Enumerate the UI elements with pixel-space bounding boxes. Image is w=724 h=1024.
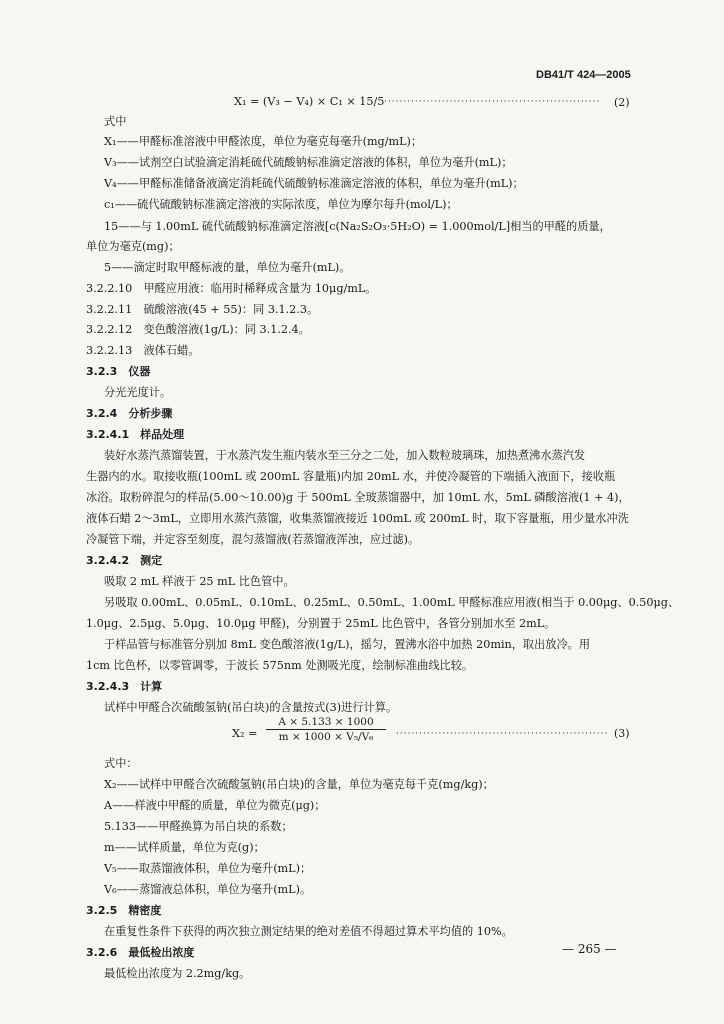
paragraph-line: 冰浴。取粉碎混匀的样品(5.00～10.00)g 于 500mL 全玻蒸馏器中，加 10mL 水，5mL 磷酸溶液(1 + 4)， xyxy=(86,491,630,504)
fraction-bar xyxy=(266,729,386,730)
equation-3-numerator: A × 5.133 × 1000 xyxy=(278,716,374,728)
paragraph-line: 冷凝管下端，并定容至刻度，混匀蒸馏液(若蒸馏液浑浊，应过滤)。 xyxy=(86,533,420,546)
paragraph-line: 另吸取 0.00mL、0.05mL、0.10mL、0.25mL、0.50mL、1.00mL 甲醛标准应用液(相当于 0.00μg、0.50μg、 xyxy=(104,596,680,609)
section-heading: 3.2.5 精密度 xyxy=(86,904,162,917)
page-number: — 265 — xyxy=(562,942,617,956)
equation-3-denominator: m × 1000 × V₅/V₆ xyxy=(278,731,374,743)
paragraph: 最低检出浓度为 2.2mg/kg。 xyxy=(104,967,251,980)
paragraph-line: 于样品管与标准管分别加 8mL 变色酸溶液(1g/L)，摇匀，置沸水浴中加热 20min，取出放冷。用 xyxy=(104,638,591,651)
paragraph: 试样中甲醛合次硫酸氢钠(吊白块)的含量按式(3)进行计算。 xyxy=(104,701,398,714)
equation-2-leader: ························································ xyxy=(384,97,601,107)
definition-line: V₆——蒸馏液总体积，单位为毫升(mL)。 xyxy=(104,883,312,896)
definition-line: X₁——甲醛标准溶液中甲醛浓度，单位为毫克每毫升(mg/mL)； xyxy=(104,135,423,148)
section-heading: 3.2.3 仪器 xyxy=(86,365,151,378)
definition-line: m——试样质量，单位为克(g)； xyxy=(104,841,265,854)
clause-item: 3.2.2.12 变色酸溶液(1g/L)：同 3.1.2.4。 xyxy=(86,323,310,336)
clause-item: 3.2.2.10 甲醛应用液：临用时稀释成含量为 10μg/mL。 xyxy=(86,282,377,295)
paragraph-line: 液体石蜡 2～3mL，立即用水蒸汽蒸馏，收集蒸馏液接近 100mL 或 200mL 时，取下容量瓶，用少量水冲洗 xyxy=(86,512,629,525)
definition-line: V₃——试剂空白试验滴定消耗硫代硫酸钠标准滴定溶液的体积，单位为毫升(mL)； xyxy=(104,156,513,169)
definition-line: 单位为毫克(mg)； xyxy=(86,240,180,253)
section-heading: 3.2.4.1 样品处理 xyxy=(86,428,185,441)
section-heading: 3.2.4.3 计算 xyxy=(86,680,163,693)
equation-3-fraction xyxy=(266,716,386,743)
equation-3-number: (3) xyxy=(614,727,630,740)
section-heading: 3.2.4 分析步骤 xyxy=(86,407,173,420)
paragraph-line: 装好水蒸汽蒸馏装置，于水蒸汽发生瓶内装水至三分之二处，加入数粒玻璃珠，加热煮沸水蒸汽发 xyxy=(104,449,586,462)
paragraph: 分光光度计。 xyxy=(104,386,172,399)
definition-line: 15——与 1.00mL 硫代硫酸钠标准滴定溶液[c(Na₂S₂O₃·5H₂O) = 1.000mol/L]相当的甲醛的质量， xyxy=(104,220,611,233)
clause-item: 3.2.2.11 硫酸溶液(45 + 55)：同 3.1.2.3。 xyxy=(86,303,319,316)
section-heading: 3.2.6 最低检出浓度 xyxy=(86,946,195,959)
paragraph-line: 1.0μg、2.5μg、5.0μg、10.0μg 甲醛)，分别置于 25mL 比色管中，各管分别加水至 2mL。 xyxy=(86,617,556,630)
where-label: 式中 xyxy=(104,115,127,128)
definition-line: V₅——取蒸馏液体积，单位为毫升(mL)； xyxy=(104,862,312,875)
equation-2-number: (2) xyxy=(614,96,630,109)
definition-line: 5.133——甲醛换算为吊白块的系数； xyxy=(104,820,293,833)
definition-line: c₁——硫代硫酸钠标准滴定溶液的实际浓度，单位为摩尔每升(mol/L)； xyxy=(104,198,458,211)
equation-3-lhs: X₂ = xyxy=(232,727,258,740)
definition-line: 5——滴定时取甲醛标液的量，单位为毫升(mL)。 xyxy=(104,261,351,274)
equation-3-leader: ······················································· xyxy=(396,729,609,739)
equation-2: X₁ = (V₃ − V₄) × C₁ × 15/5 xyxy=(234,95,385,108)
clause-item: 3.2.2.13 液体石蜡。 xyxy=(86,344,200,357)
paragraph: 在重复性条件下获得的两次独立测定结果的绝对差值不得超过算术平均值的 10%。 xyxy=(104,925,513,938)
paragraph-line: 1cm 比色杯，以零管调零，于波长 575nm 处测吸光度，绘制标准曲线比较。 xyxy=(86,659,474,672)
definition-line: X₂——试样中甲醛合次硫酸氢钠(吊白块)的含量，单位为毫克每千克(mg/kg)； xyxy=(104,778,494,791)
where-label: 式中： xyxy=(104,757,138,770)
section-heading: 3.2.4.2 测定 xyxy=(86,554,163,567)
definition-line: V₄——甲醛标准储备液滴定消耗硫代硫酸钠标准滴定溶液的体积，单位为毫升(mL)； xyxy=(104,177,524,190)
paragraph-line: 吸取 2 mL 样液于 25 mL 比色管中。 xyxy=(104,575,295,588)
definition-line: A——样液中甲醛的质量，单位为微克(μg)； xyxy=(104,799,326,812)
standard-number: DB41/T 424—2005 xyxy=(536,69,631,81)
paragraph-line: 生器内的水。取接收瓶(100mL 或 200mL 容量瓶)内加 20mL 水，并使冷凝管的下端插入液面下，接收瓶 xyxy=(86,470,616,483)
